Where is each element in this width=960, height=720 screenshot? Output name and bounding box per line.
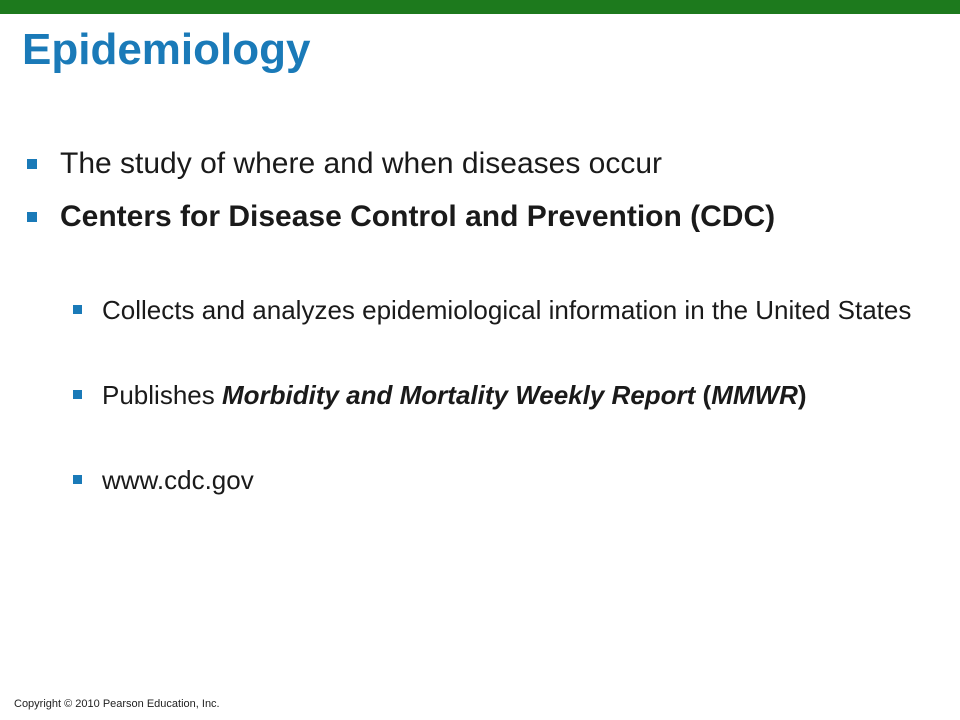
square-bullet-icon — [73, 475, 82, 484]
sub-bullet-item — [102, 462, 922, 498]
report-abbreviation: MMWR — [711, 380, 798, 410]
abbr-open: ( — [695, 380, 712, 410]
bullet-item — [60, 196, 920, 238]
top-accent-bar — [0, 0, 960, 14]
sub-bullet-prefix: Publishes — [102, 380, 222, 410]
square-bullet-icon — [73, 390, 82, 399]
cdc-link[interactable]: www.cdc.gov — [102, 465, 254, 495]
abbr-close: ) — [797, 380, 807, 410]
square-bullet-icon — [73, 305, 82, 314]
sub-bullet-text: Collects and analyzes epidemiological information in the United States — [102, 295, 912, 325]
square-bullet-icon — [27, 159, 37, 169]
square-bullet-icon — [27, 212, 37, 222]
sub-bullet-item — [102, 377, 922, 413]
copyright-footer: Copyright © 2010 Pearson Education, Inc. — [14, 698, 220, 710]
bullet-item — [60, 143, 920, 185]
report-title: Morbidity and Mortality Weekly Report — [221, 380, 696, 410]
bullet-text: Centers for Disease Control and Prevention (CDC) — [60, 200, 776, 233]
slide-title: Epidemiology — [22, 25, 311, 74]
bullet-text: The study of where and when diseases occur — [60, 147, 663, 180]
sub-bullet-item — [102, 292, 922, 328]
